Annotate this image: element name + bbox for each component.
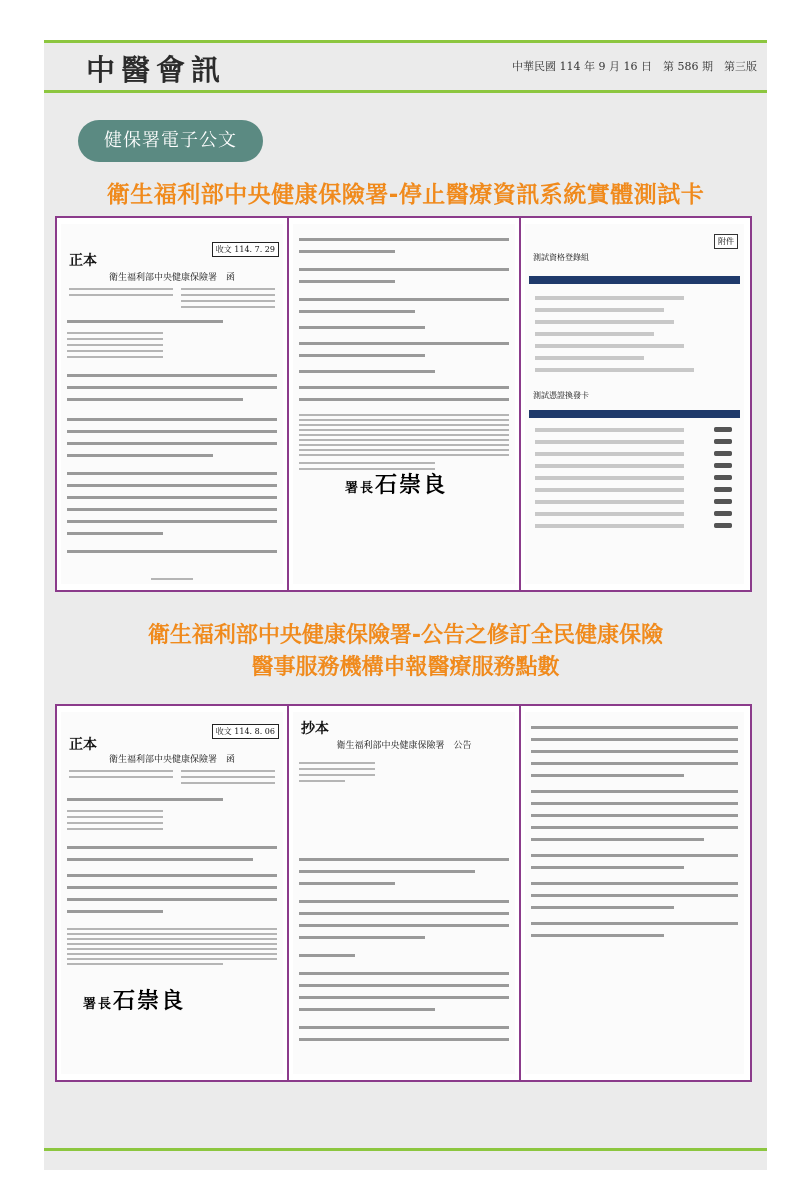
received-stamp: 收文 114. 8. 06 (212, 724, 279, 739)
section-badge: 健保署電子公文 (78, 120, 263, 162)
article1-doc-left (61, 224, 283, 584)
article2-document-panel (55, 704, 752, 1082)
issue-meta: 中華民國 114 年 9 月 16 日 第 586 期 第三版 (512, 60, 757, 73)
screenshot-heading: 測試憑證換發卡 (533, 391, 589, 400)
signature: 署長石崇良 (83, 988, 186, 1014)
article1-doc-mid (293, 224, 515, 584)
header-top-rule (44, 40, 767, 43)
article2-title-line1: 衛生福利部中央健康保險署-公告之修訂全民健康保險 (147, 623, 664, 648)
attachment-tag: 附件 (714, 234, 738, 249)
article1-document-panel (55, 216, 752, 592)
newsletter-title: 中醫會訊 (86, 53, 227, 87)
article1-title: 衛生福利部中央健康保險署-停止醫療資訊系統實體測試卡 (106, 182, 705, 208)
article1-doc-right (525, 224, 744, 584)
column-divider (519, 706, 521, 1080)
screenshot-heading: 測試資格登錄組 (533, 253, 589, 262)
column-divider (287, 706, 289, 1080)
header-bottom-rule (44, 90, 767, 93)
received-stamp: 收文 114. 7. 29 (212, 242, 279, 257)
doc-label: 抄本 (301, 721, 329, 737)
signature: 署長石崇良 (345, 472, 448, 498)
doc-label: 正本 (69, 737, 97, 753)
doc-label: 正本 (69, 253, 97, 269)
doc-heading: 衛生福利部中央健康保險署 函 (108, 273, 235, 283)
column-divider (519, 218, 521, 590)
article2-doc-left (61, 712, 283, 1074)
doc-heading: 衛生福利部中央健康保險署 函 (108, 755, 235, 765)
article2-doc-mid (293, 712, 515, 1074)
article2-doc-right (525, 712, 744, 1074)
footer-rule (44, 1148, 767, 1151)
article2-title (50, 620, 761, 684)
doc-heading: 衛生福利部中央健康保險署 公告 (336, 741, 472, 751)
article2-title-line2: 醫事服務機構申報醫療服務點數 (251, 655, 560, 680)
column-divider (287, 218, 289, 590)
